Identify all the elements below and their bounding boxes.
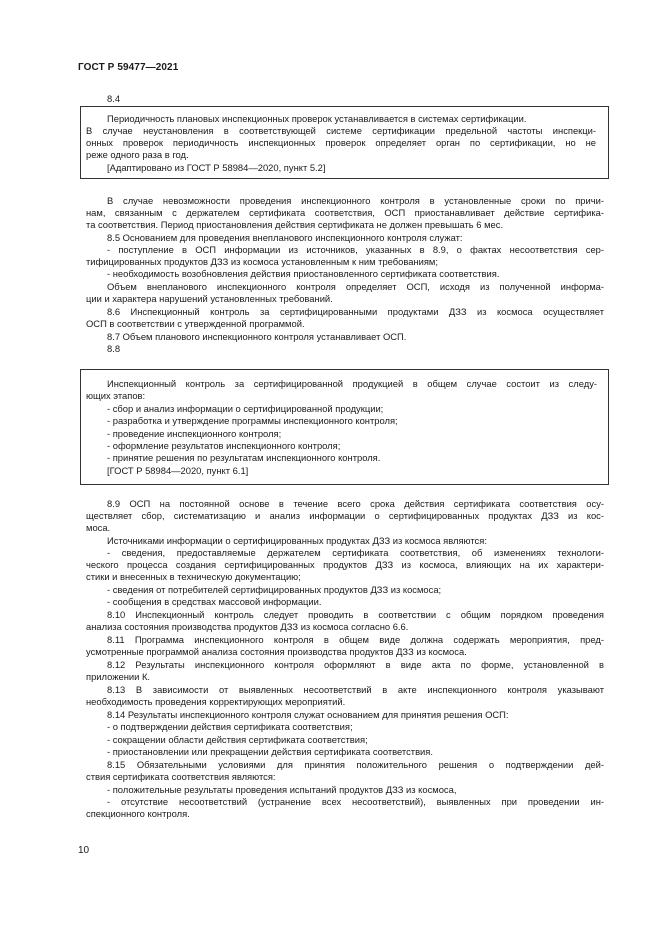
text-line: 8.5 Основанием для проведения внепланового инспекционного контроля служат: <box>107 232 463 243</box>
text-line: ствия сертификата соответствия являются: <box>86 771 276 782</box>
text-line: анализа состояния производства продуктов ДЗЗ из космоса согласно 6.6. <box>86 621 409 632</box>
text-line: [Адаптировано из ГОСТ Р 58984—2020, пункт 5.2] <box>107 162 326 173</box>
text-line: - сведения от потребителей сертифицированных продуктов ДЗЗ из космоса; <box>107 584 442 595</box>
text-line: 8.6 Инспекционный контроль за сертифицированными продуктами ДЗЗ из космоса осуществляет <box>107 306 604 317</box>
text-line: необходимость проведения корректирующих мероприятий. <box>86 696 346 707</box>
text-line: нам, связанным с держателем сертификата соответствия, ОСП приостанавливает действие сертифика- <box>86 207 604 218</box>
text-line: - о подтверждении действия сертификата соответствия; <box>107 721 353 732</box>
text-line: тифицированных продуктов ДЗЗ из космоса установленным к ним требованиям; <box>86 256 438 267</box>
text-line: 8.7 Объем планового инспекционного контроля устанавливает ОСП. <box>107 331 407 342</box>
text-line: приложении К. <box>86 671 151 682</box>
text-line: Периодичность плановых инспекционных проверок устанавливается в системах сертификации. <box>107 113 527 124</box>
text-line: В случае невозможности проведения инспекционного контроля в установленные сроки по причи- <box>107 195 604 206</box>
text-line: - сообщения в средствах массовой информации. <box>107 596 322 607</box>
text-line: - отсутствие несоответствий (устранение всех несоответствий), выявленных при проведении ин- <box>107 796 604 807</box>
text-line: - сбор и анализ информации о сертифицированной продукции; <box>107 403 384 414</box>
text-line: - оформление результатов инспекционного контроля; <box>107 440 341 451</box>
page-number: 10 <box>78 845 90 856</box>
text-line: 8.8 <box>107 343 121 354</box>
text-line: - приостановлении или прекращении действия сертификата соответствия. <box>107 746 433 757</box>
text-line: усмотренные программой анализа состояния производства продуктов ДЗЗ из космоса. <box>86 646 467 657</box>
text-line: та соответствия. Период приостановления действия сертификата не должен превышать 6 мес. <box>86 219 504 230</box>
text-line: ществляет сбор, систематизацию и анализ информации о сертифицированных продуктах ДЗЗ из кос- <box>86 510 604 521</box>
text-line: 8.10 Инспекционный контроль следует проводить в соответствии с общим порядком проведения <box>107 609 604 620</box>
text-line: - принятие решения по результатам инспекционного контроля. <box>107 452 381 463</box>
text-line: 8.14 Результаты инспекционного контроля служат основанием для принятия решения ОСП: <box>107 709 509 720</box>
text-line: стики и внесенных в техническую документацию; <box>86 571 301 582</box>
text-line: ческого процесса создания сертифицированных продуктов ДЗЗ из космоса, влияющих на их характери- <box>86 559 604 570</box>
text-line: ции и характера нарушений установленных требований. <box>86 293 333 304</box>
text-line: - проведение инспекционного контроля; <box>107 428 282 439</box>
document-header: ГОСТ Р 59477—2021 <box>78 62 179 73</box>
text-line: моса. <box>86 522 111 533</box>
text-line: - разработка и утверждение программы инспекционного контроля; <box>107 415 398 426</box>
text-line: Объем внепланового инспекционного контроля определяет ОСП, исходя из полученной информа- <box>107 281 604 292</box>
text-line: - сведения, предоставляемые держателем сертификата соответствия, об изменениях технологи- <box>107 547 604 558</box>
text-line: - поступление в ОСП информации из источников, указанных в 8.9, о фактах несоответствия сер- <box>107 244 604 255</box>
text-line: 8.12 Результаты инспекционного контроля оформляют в виде акта по форме, установленной в <box>107 659 604 670</box>
text-line: ОСП в соответствии с утвержденной программой. <box>86 318 305 329</box>
text-line: - сокращении области действия сертификата соответствия; <box>107 734 368 745</box>
text-line: спекционного контроля. <box>86 808 190 819</box>
text-line: Источниками информации о сертифицированных продуктах ДЗЗ из космоса являются: <box>107 535 487 546</box>
text-line: Инспекционный контроль за сертифицированной продукцией в общем случае состоит из следу- <box>107 378 597 389</box>
text-line: 8.9 ОСП на постоянной основе в течение всего срока действия сертификата соответствия осу- <box>107 498 604 509</box>
text-line: 8.4 <box>107 93 121 104</box>
text-line: реже одного раза в год. <box>86 149 189 160</box>
text-line: онных проверок периодичность инспекционных проверок определяет орган по сертификации, но не <box>86 137 596 148</box>
text-line: 8.13 В зависимости от выявленных несоответствий в акте инспекционного контроля указывают <box>107 684 604 695</box>
text-line: - необходимость возобновления действия приостановленного сертификата соответствия. <box>107 268 500 279</box>
text-line: 8.15 Обязательными условиями для принятия положительного решения о подтверждении дей- <box>107 759 604 770</box>
text-line: В случае неустановления в соответствующей системе сертификации предельной частоты инспекци- <box>86 125 596 136</box>
text-line: 8.11 Программа инспекционного контроля в общем виде должна содержать мероприятия, пред- <box>107 634 604 645</box>
text-line: ющих этапов: <box>86 390 146 401</box>
text-line: [ГОСТ Р 58984—2020, пункт 6.1] <box>107 465 249 476</box>
text-line: - положительные результаты проведения испытаний продуктов ДЗЗ из космоса, <box>107 784 457 795</box>
